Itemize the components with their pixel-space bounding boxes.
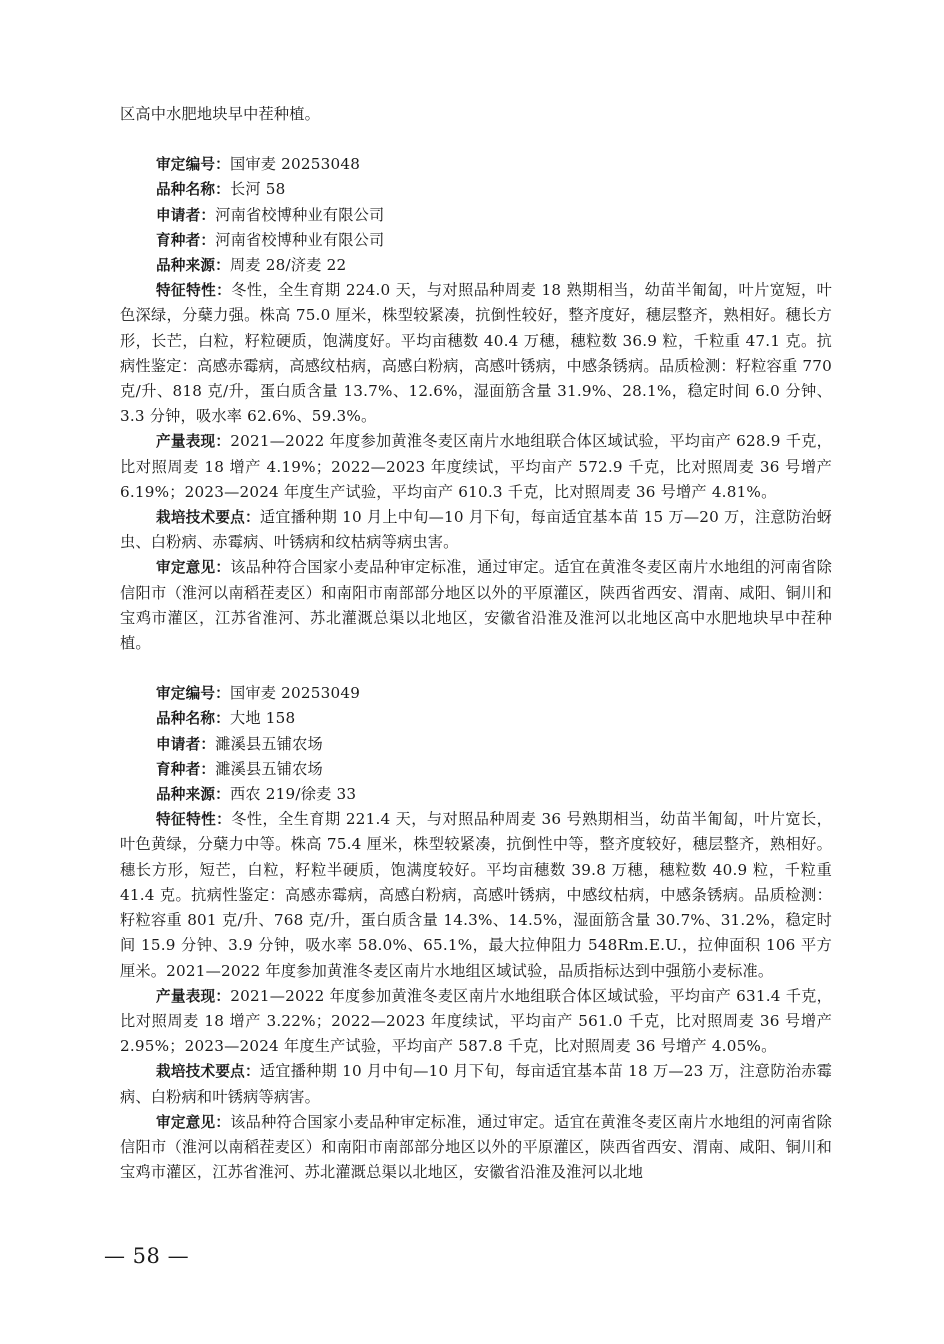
cultivation-paragraph [120, 505, 832, 555]
breeder-label: 育种者： [156, 760, 216, 778]
breeder-label: 育种者： [156, 231, 216, 249]
breeder-value: 濉溪县五铺农场 [215, 759, 323, 778]
source-label: 品种来源： [156, 257, 230, 275]
variety-name-value: 长河 58 [229, 180, 286, 199]
traits-paragraph [120, 278, 832, 429]
opinion-text: 该品种符合国家小麦品种审定标准，通过审定。适宜在黄淮冬麦区南片水地组的河南省除信阳市（淮河以南稻茬麦区）和南阳市南部部分地区以外的平原灌区，陕西省西安、渭南、咸阳、铜川和宝鸡市灌区，江苏省淮河、苏北灌溉总渠以北地区，安徽省沿淮及淮河以北地 [120, 1112, 832, 1182]
breeder-row [120, 757, 832, 782]
opinion-text: 该品种符合国家小麦品种审定标准，通过审定。适宜在黄淮冬麦区南片水地组的河南省除信阳市（淮河以南稻茬麦区）和南阳市南部部分地区以外的平原灌区，陕西省西安、渭南、咸阳、铜川和宝鸡市灌区，江苏省淮河、苏北灌溉总渠以北地区，安徽省沿淮及淮河以北地区高中水肥地块早中茬种植。 [120, 558, 832, 653]
cultivation-paragraph [120, 1059, 832, 1109]
traits-label: 特征特性： [156, 811, 232, 829]
applicant-row [120, 732, 832, 757]
breeder-value: 河南省校博种业有限公司 [215, 230, 385, 249]
source-value: 周麦 28/济麦 22 [229, 256, 347, 275]
traits-paragraph [120, 807, 832, 983]
opinion-label: 审定意见： [156, 559, 231, 577]
applicant-row [120, 203, 832, 228]
variety-entry [120, 152, 832, 656]
variety-name-row [120, 706, 832, 731]
opinion-paragraph [120, 555, 832, 656]
applicant-label: 申请者： [156, 735, 216, 753]
traits-text: 冬性，全生育期 224.0 天，与对照品种周麦 18 熟期相当，幼苗半匍匐，叶片宽短，叶色深绿，分蘖力强。株高 75.0 厘米，株型较紧凑，抗倒性较好，整齐度好，穗层整齐，熟相好。穗长方形，长芒，白粒，籽粒硬质，饱满度好。平均亩穗数 40.4 万穗，穗粒数 36.9 粒，千粒重 47.1 克。抗病性鉴定：高感赤霉病，高感纹枯病，高感白粉病，高感叶锈病，中感条锈病。品质检测：籽粒容重 770 克/升、818 克/升，蛋白质含量 13.7%、12.6%，湿面筋含量 31.9%、28.1%，稳定时间 6.0 分钟、3.3 分钟，吸水率 62.6%、59.3%。 [120, 281, 832, 426]
approval-code-row [120, 681, 832, 706]
applicant-label: 申请者： [156, 206, 216, 224]
breeder-row [120, 228, 832, 253]
approval-code-label: 审定编号： [156, 685, 230, 703]
document-body [120, 102, 832, 1185]
opinion-label: 审定意见： [156, 1113, 231, 1131]
approval-code-row [120, 152, 832, 177]
variety-name-row [120, 177, 832, 202]
source-row [120, 782, 832, 807]
opinion-paragraph [120, 1110, 832, 1186]
approval-code-value: 国审麦 20253049 [229, 684, 361, 703]
yield-text: 2021—2022 年度参加黄淮冬麦区南片水地组联合体区域试验，平均亩产 631.4 千克，比对照周麦 18 增产 3.22%；2022—2023 年度续试，平均亩产 561.0 千克，比对照周麦 36 号增产 2.95%；2023—2024 年度生产试验，平均亩产 587.8 千克，比对照周麦 36 号增产 4.05%。 [120, 986, 832, 1056]
yield-text: 2021—2022 年度参加黄淮冬麦区南片水地组联合体区域试验，平均亩产 628.9 千克，比对照周麦 18 增产 4.19%；2022—2023 年度续试，平均亩产 572.9 千克，比对照周麦 36 号增产 6.19%；2023—2024 年度生产试验，平均亩产 610.3 千克，比对照周麦 36 号增产 4.81%。 [120, 432, 832, 501]
source-row [120, 253, 832, 278]
page-number: — 58 — [104, 1244, 190, 1268]
source-value: 西农 219/徐麦 33 [229, 785, 357, 804]
applicant-value: 河南省校博种业有限公司 [215, 205, 385, 224]
cultivation-label: 栽培技术要点： [156, 509, 260, 527]
variety-name-label: 品种名称： [156, 181, 230, 199]
traits-text: 冬性，全生育期 221.4 天，与对照品种周麦 36 号熟期相当，幼苗半匍匐，叶片宽长，叶色黄绿，分蘖力中等。株高 75.4 厘米，株型较紧凑，抗倒性中等，整齐度较好，穗层整齐，熟相好。穗长方形，短芒，白粒，籽粒半硬质，饱满度较好。平均亩穗数 39.8 万穗，穗粒数 40.9 粒，千粒重 41.4 克。抗病性鉴定：高感赤霉病，高感白粉病，高感叶锈病，中感纹枯病，中感条锈病。品质检测：籽粒容重 801 克/升、768 克/升，蛋白质含量 14.3%、14.5%，湿面筋含量 30.7%、31.2%，稳定时间 15.9 分钟、3.9 分钟，吸水率 58.0%、65.1%，最大拉伸阻力 548Rm.E.U.，拉伸面积 106 平方厘米。2021—2022 年度参加黄淮冬麦区南片水地组区域试验，品质指标达到中强筋小麦标准。 [120, 810, 832, 980]
yield-label: 产量表现： [156, 433, 231, 451]
variety-name-value: 大地 158 [229, 709, 296, 728]
variety-name-label: 品种名称： [156, 710, 230, 728]
approval-code-label: 审定编号： [156, 156, 230, 174]
source-label: 品种来源： [156, 786, 230, 804]
traits-label: 特征特性： [156, 282, 232, 300]
cultivation-text: 适宜播种期 10 月上中旬—10 月下旬，每亩适宜基本苗 15 万—20 万，注意防治蚜虫、白粉病、赤霉病、叶锈病和纹枯病等病虫害。 [120, 508, 832, 552]
yield-paragraph [120, 429, 832, 505]
cultivation-text: 适宜播种期 10 月中旬—10 月下旬，每亩适宜基本苗 18 万—23 万，注意防治赤霉病、白粉病和叶锈病等病害。 [120, 1062, 832, 1106]
yield-paragraph [120, 984, 832, 1060]
applicant-value: 濉溪县五铺农场 [215, 734, 323, 753]
intro-tail: 区高中水肥地块早中茬种植。 [120, 105, 321, 123]
cultivation-label: 栽培技术要点： [156, 1063, 260, 1081]
yield-label: 产量表现： [156, 987, 231, 1005]
variety-entry [120, 681, 832, 1185]
approval-code-value: 国审麦 20253048 [229, 155, 361, 174]
